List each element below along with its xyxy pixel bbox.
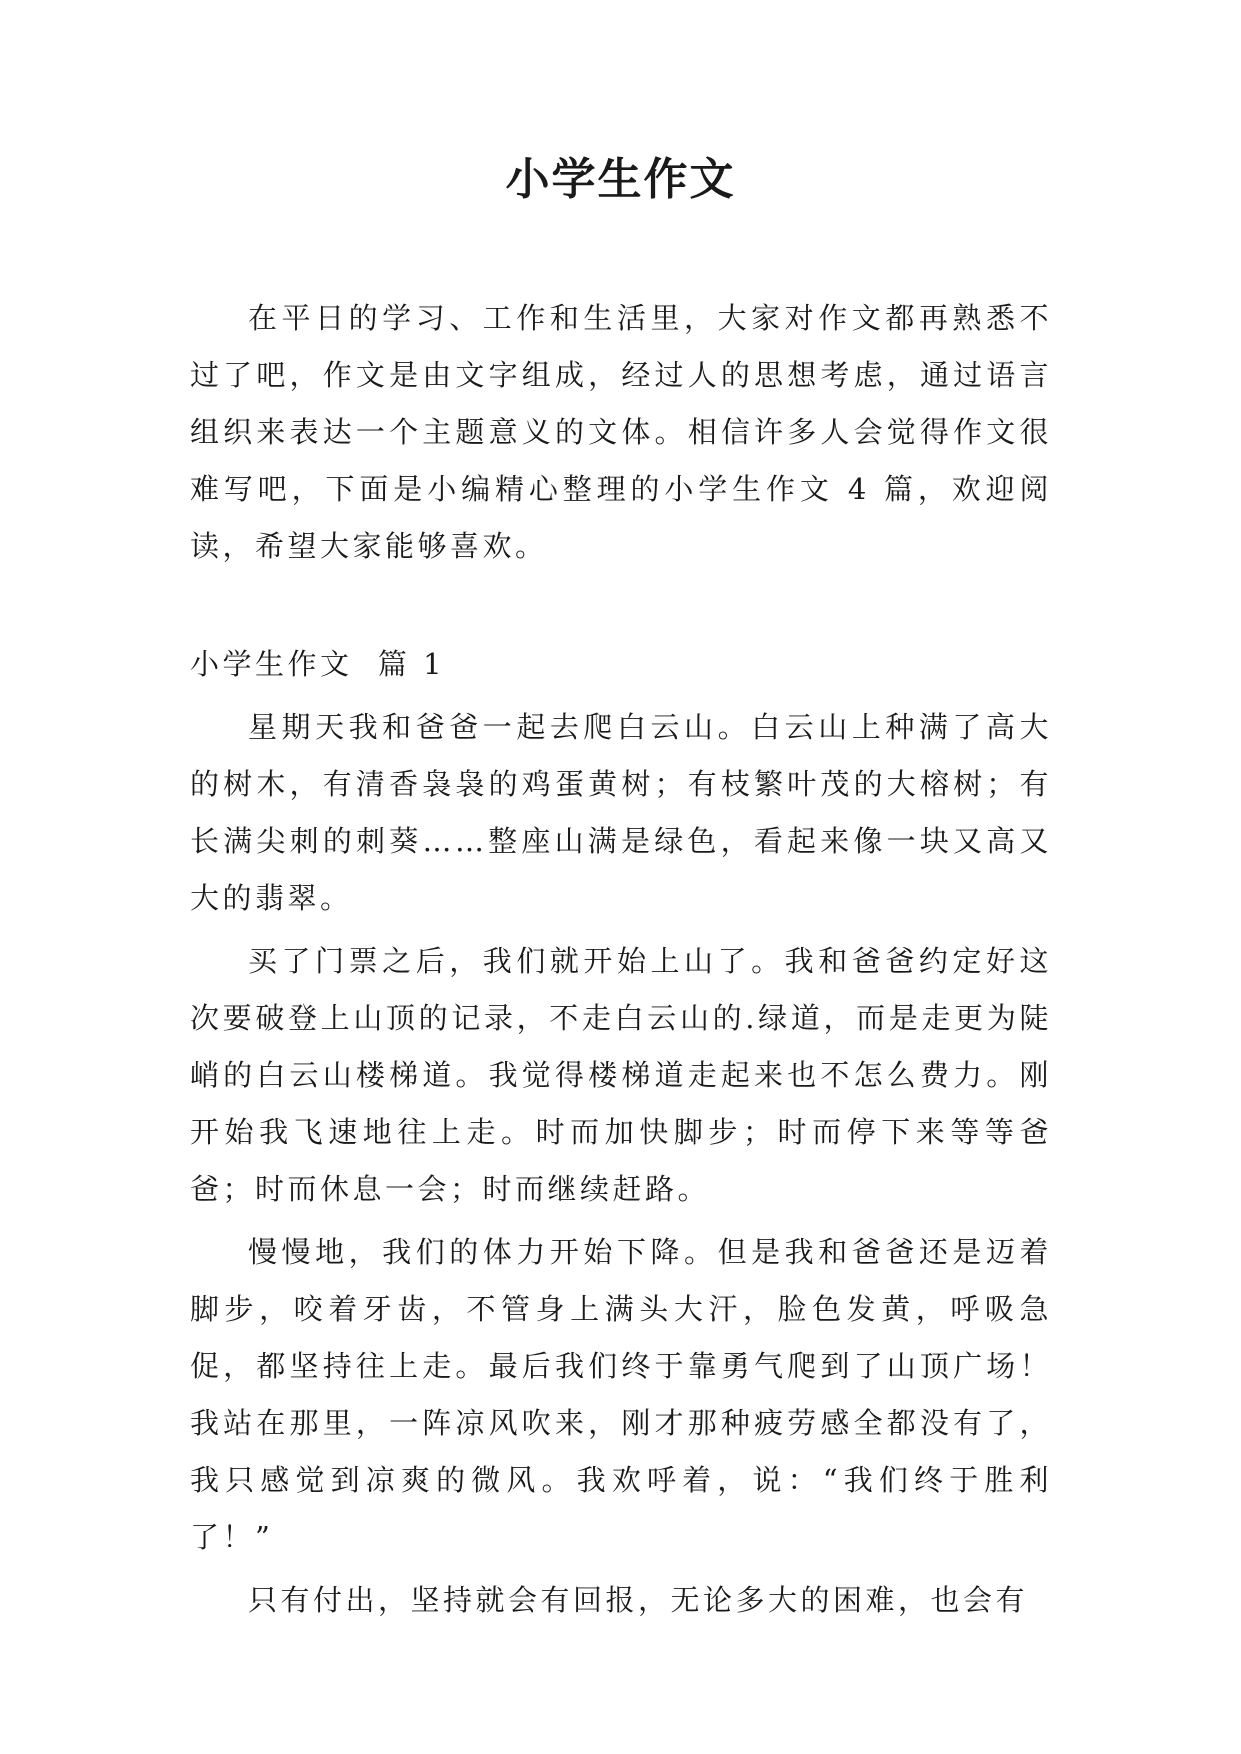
essay-section [190, 636, 1052, 1629]
essay-paragraph-2: 买了门票之后，我们就开始上山了。我和爸爸约定好这次要破登上山顶的记录，不走白云山的.绿道，而是走更为陡峭的白云山楼梯道。我觉得楼梯道走起来也不怎么费力。刚开始我飞速地往上走。时而加快脚步；时而停下来等等爸爸；时而休息一会；时而继续赶路。 [190, 944, 1052, 1206]
essay-heading: 小学生作文 篇 1 [190, 647, 446, 681]
intro-paragraph: 在平日的学习、工作和生活里，大家对作文都再熟悉不过了吧，作文是由文字组成，经过人的思想考虑，通过语言组织来表达一个主题意义的文体。相信许多人会觉得作文很难写吧，下面是小编精心整理的小学生作文 4 篇，欢迎阅读，希望大家能够喜欢。 [190, 301, 1052, 563]
essay-paragraph-1: 星期天我和爸爸一起去爬白云山。白云山上种满了高大的树木，有清香袅袅的鸡蛋黄树；有枝繁叶茂的大榕树；有长满尖刺的刺葵……整座山满是绿色，看起来像一块又高又大的翡翠。 [190, 710, 1052, 915]
essay-paragraph-3: 慢慢地，我们的体力开始下降。但是我和爸爸还是迈着脚步，咬着牙齿，不管身上满头大汗，脸色发黄，呼吸急促，都坚持往上走。最后我们终于靠勇气爬到了山顶广场！我站在那里，一阵凉风吹来，刚才那种疲劳感全都没有了，我只感觉到凉爽的微风。我欢呼着，说：“我们终于胜利了！” [190, 1235, 1052, 1554]
intro-section [190, 290, 1052, 575]
essay-paragraph-4: 只有付出，坚持就会有回报，无论多大的困难，也会有 [248, 1583, 1029, 1617]
document-title: 小学生作文 [505, 154, 736, 205]
